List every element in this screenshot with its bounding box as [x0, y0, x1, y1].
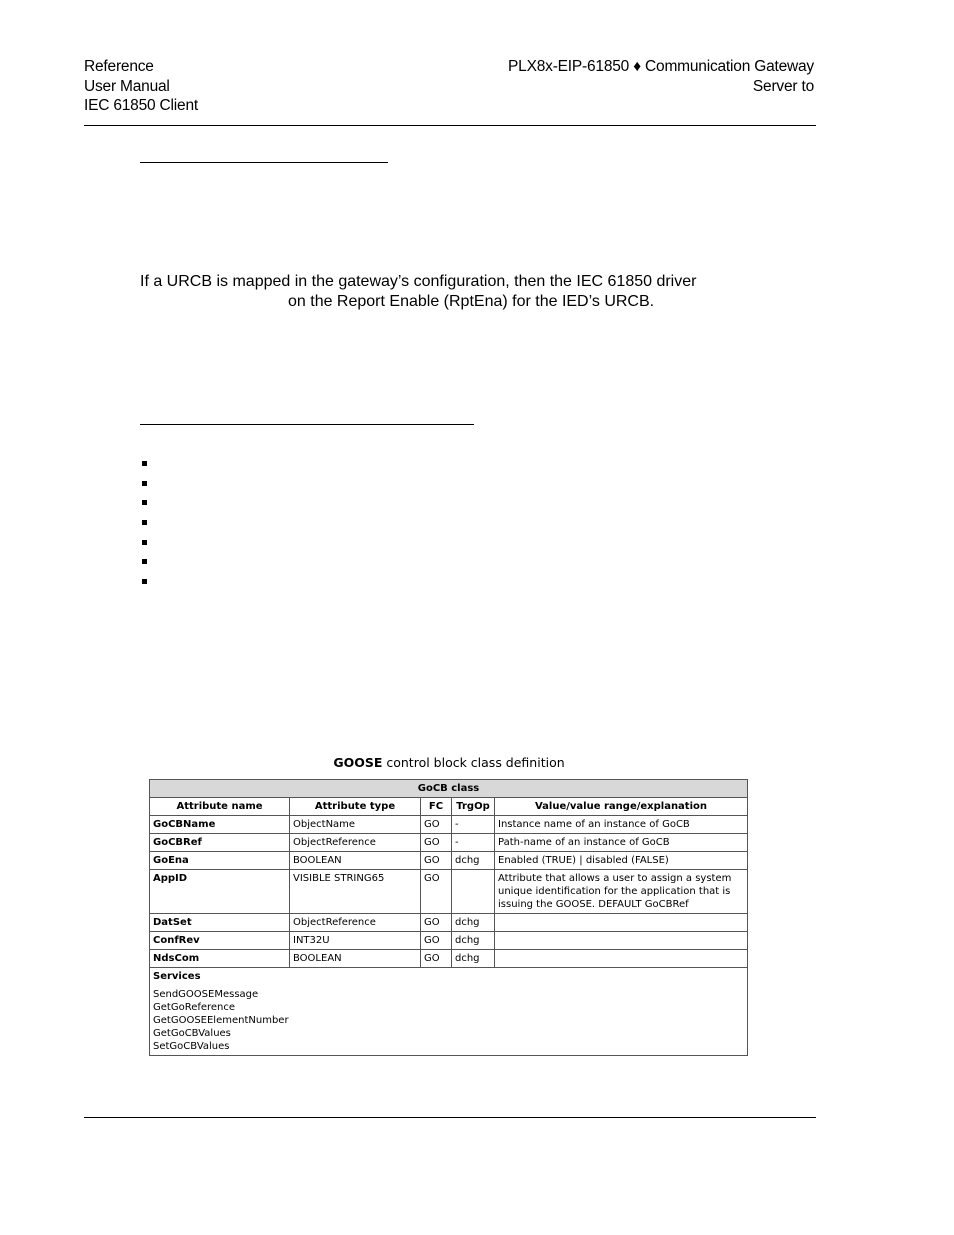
bullet-icon [142, 540, 147, 545]
column-header: Attribute name [150, 798, 290, 816]
column-header: Attribute type [290, 798, 421, 816]
bullet-icon [142, 481, 147, 486]
table-row [150, 950, 748, 968]
column-header: Value/value range/explanation [495, 798, 748, 816]
table-row [150, 914, 748, 932]
service-item: GetGoCBValues [153, 1028, 231, 1039]
table-caption [150, 755, 748, 770]
attr-fc: GO [421, 870, 452, 914]
attr-type: BOOLEAN [290, 950, 421, 968]
header-left-line: Reference [84, 58, 154, 75]
body-text-line: on the Report Enable (RptEna) for the IED’s URCB. [288, 293, 655, 310]
attr-type: INT32U [290, 932, 421, 950]
attr-trgop: - [452, 834, 495, 852]
service-item: GetGOOSEElementNumber [153, 1015, 289, 1026]
bullet-icon [142, 461, 147, 466]
table-row [150, 852, 748, 870]
header-right-line: Server to [752, 77, 814, 95]
gocb-table [149, 779, 748, 1056]
heading-underline [140, 162, 388, 163]
service-item: GetGoReference [153, 1002, 236, 1013]
heading-underline [140, 424, 474, 425]
attr-name: ConfRev [150, 932, 290, 950]
header-right [508, 57, 814, 96]
attr-fc: GO [421, 950, 452, 968]
caption-text: control block class definition [382, 755, 565, 770]
attr-fc: GO [421, 816, 452, 834]
attr-type: VISIBLE STRING65 [290, 870, 421, 914]
attr-fc: GO [421, 914, 452, 932]
column-header: FC [421, 798, 452, 816]
header-left-line: User Manual [84, 77, 170, 95]
footer-rule [84, 1117, 816, 1118]
class-title: GoCB class [150, 780, 748, 798]
header-left-line: IEC 61850 Client [84, 97, 198, 114]
header-right-line: PLX8x-EIP-61850 ♦ Communication Gateway [508, 58, 814, 75]
attr-fc: GO [421, 834, 452, 852]
attr-trgop: - [452, 816, 495, 834]
attr-trgop [452, 870, 495, 914]
attr-type: BOOLEAN [290, 852, 421, 870]
bullet-icon [142, 500, 147, 505]
attr-desc: Attribute that allows a user to assign a system unique identification for the application that is issuing the GOOSE. DEFAULT GoCBRef [495, 870, 748, 914]
attr-trgop: dchg [452, 914, 495, 932]
attr-desc: Path-name of an instance of GoCB [495, 834, 748, 852]
service-item: SetGoCBValues [153, 1041, 230, 1052]
caption-bold: GOOSE [333, 755, 383, 770]
attr-name: DatSet [150, 914, 290, 932]
services-row [150, 968, 748, 1056]
attr-name: AppID [150, 870, 290, 914]
table-class-row [150, 780, 748, 798]
attr-type: ObjectName [290, 816, 421, 834]
attr-trgop: dchg [452, 950, 495, 968]
attr-type: ObjectReference [290, 914, 421, 932]
header-left [84, 57, 198, 116]
header-rule [84, 125, 816, 126]
service-item: SendGOOSEMessage [153, 989, 259, 1000]
table-row [150, 816, 748, 834]
attr-fc: GO [421, 932, 452, 950]
attr-desc [495, 914, 748, 932]
services-title: Services [153, 971, 201, 982]
attr-name: NdsCom [150, 950, 290, 968]
attr-fc: GO [421, 852, 452, 870]
attr-name: GoEna [150, 852, 290, 870]
table-row [150, 932, 748, 950]
attr-type: ObjectReference [290, 834, 421, 852]
attr-desc: Enabled (TRUE) | disabled (FALSE) [495, 852, 748, 870]
attr-desc [495, 950, 748, 968]
body-text-line: If a URCB is mapped in the gateway’s configuration, then the IEC 61850 driver [140, 273, 697, 290]
attr-trgop: dchg [452, 852, 495, 870]
table-row [150, 834, 748, 852]
bullet-icon [142, 520, 147, 525]
table-header-row [150, 798, 748, 816]
attr-name: GoCBName [150, 816, 290, 834]
attr-desc [495, 932, 748, 950]
attr-trgop: dchg [452, 932, 495, 950]
bullet-icon [142, 559, 147, 564]
table-row [150, 870, 748, 914]
services-cell [150, 968, 748, 1056]
column-header: TrgOp [452, 798, 495, 816]
attr-name: GoCBRef [150, 834, 290, 852]
attr-desc: Instance name of an instance of GoCB [495, 816, 748, 834]
bullet-icon [142, 579, 147, 584]
